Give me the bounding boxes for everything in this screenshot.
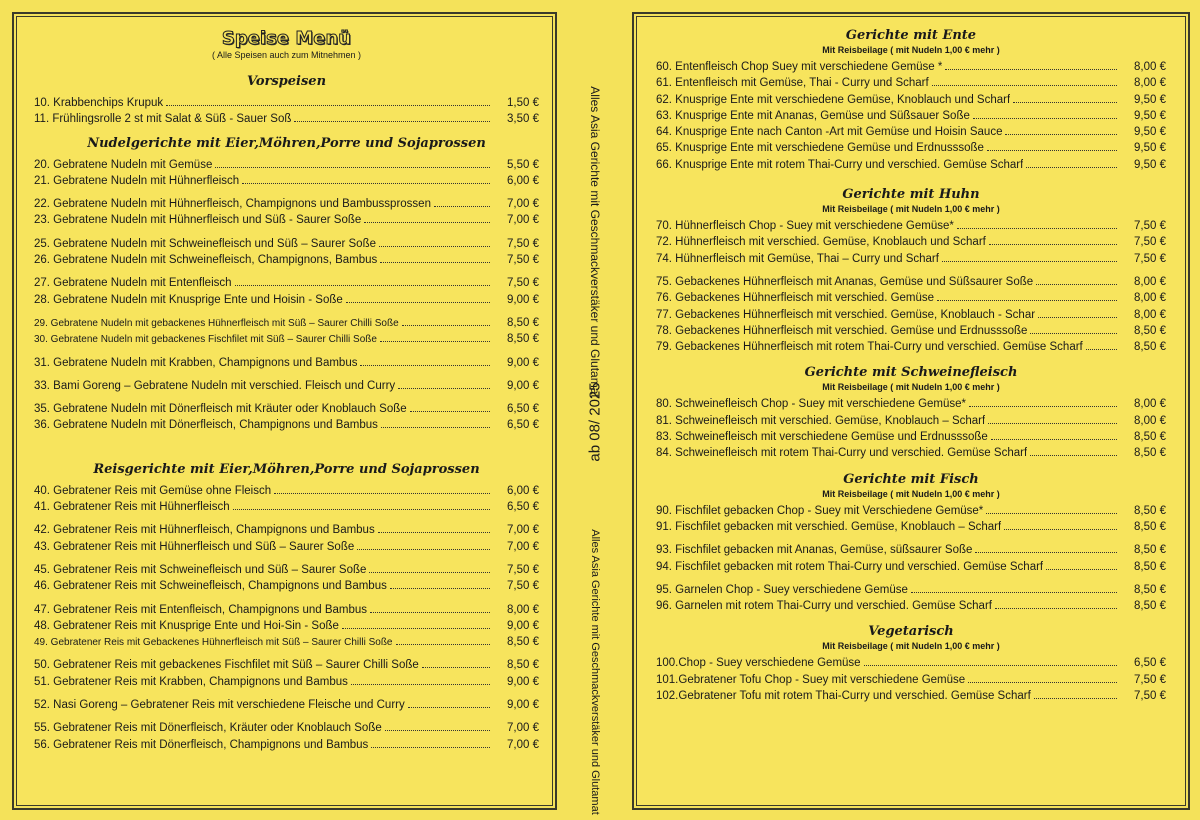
- menu-section-vorspeisen: [34, 74, 539, 128]
- dot-leader: [434, 196, 490, 207]
- dot-leader: [1004, 519, 1117, 530]
- menu-item-name: 41. Gebratener Reis mit Hühnerfleisch: [34, 501, 230, 514]
- menu-item-name: 96. Garnelen mit rotem Thai-Curry und verschied. Gemüse Scharf: [656, 600, 992, 613]
- menu-item: [656, 655, 1166, 671]
- menu-item-price: 8,50 €: [1134, 324, 1166, 337]
- menu-section-gerichte-mit-schweinefleisch: [656, 365, 1166, 461]
- menu-item: [34, 737, 539, 753]
- menu-item: [656, 307, 1166, 323]
- dot-leader: [1005, 124, 1117, 135]
- menu-item: [34, 697, 539, 713]
- menu-item: [656, 542, 1166, 558]
- menu-item-price: 8,00 €: [1134, 308, 1166, 321]
- menu-item-price: 8,50 €: [1134, 504, 1166, 517]
- menu-item-name: 93. Fischfilet gebacken mit Ananas, Gemüse, süßsaurer Soße: [656, 544, 973, 557]
- dot-leader: [968, 672, 1117, 683]
- dot-leader: [986, 503, 1117, 514]
- menu-item-name: 81. Schweinefleisch mit verschied. Gemüse, Knoblauch – Scharf: [656, 414, 986, 427]
- menu-item-name: 77. Gebackenes Hühnerfleisch mit verschied. Gemüse, Knoblauch - Schar: [656, 308, 1036, 321]
- menu-item-price: 8,50 €: [1134, 544, 1166, 557]
- menu-item: [34, 111, 539, 127]
- section-subheading: Mit Reisbeilage ( mit Nudeln 1,00 € mehr ): [822, 382, 1000, 393]
- menu-item: [34, 315, 539, 331]
- dot-leader: [215, 157, 490, 168]
- section-heading: Vegetarisch: [868, 624, 954, 640]
- menu-item: [656, 323, 1166, 339]
- menu-item: [34, 212, 539, 228]
- dot-leader: [242, 173, 490, 184]
- menu-item-name: 75. Gebackenes Hühnerfleisch mit Ananas, Gemüse und Süßsaurer Soße: [656, 275, 1034, 288]
- dot-leader: [1036, 274, 1117, 285]
- dot-leader: [385, 720, 490, 731]
- menu-item-name: 101.Gebratener Tofu Chop - Suey mit verschiedene Gemüse: [656, 673, 966, 686]
- menu-item-name: 70. Hühnerfleisch Chop - Suey mit verschiedene Gemüse*: [656, 220, 954, 233]
- menu-section-nudelgerichte-mit-eier-m-hren-porre-und-sojaprossen: [34, 136, 539, 434]
- dot-leader: [973, 108, 1117, 119]
- menu-item-name: 23. Gebratene Nudeln mit Hühnerfleisch und Süß - Saurer Soße: [34, 214, 362, 227]
- dot-leader: [1026, 157, 1117, 168]
- menu-item-price: 8,50 €: [1134, 520, 1166, 533]
- dot-leader: [991, 429, 1117, 440]
- dot-leader: [235, 275, 490, 286]
- dot-leader: [911, 582, 1117, 593]
- menu-item: [656, 672, 1166, 688]
- dot-leader: [1013, 92, 1117, 103]
- menu-item-price: 9,00 €: [507, 379, 539, 392]
- dot-leader: [294, 111, 490, 122]
- section-heading: Vorspeisen: [246, 74, 327, 89]
- menu-item: [656, 339, 1166, 355]
- dot-leader: [396, 634, 491, 645]
- menu-item-name: 30. Gebratene Nudeln mit gebackenes Fischfilet mit Süß – Saurer Chilli Soße: [34, 334, 377, 346]
- section-heading: Nudelgerichte mit Eier,Möhren,Porre und Sojaprossen: [87, 135, 486, 151]
- dot-leader: [360, 355, 490, 366]
- menu-item-name: 74. Hühnerfleisch mit Gemüse, Thai – Curry und Scharf: [656, 252, 939, 265]
- menu-item: [34, 196, 539, 212]
- menu-fold-spine: [560, 12, 630, 815]
- menu-item-price: 6,50 €: [507, 501, 539, 514]
- menu-item-price: 7,50 €: [1134, 236, 1166, 249]
- menu-item-price: 6,00 €: [507, 174, 539, 187]
- dot-leader: [370, 602, 490, 613]
- dot-leader: [379, 236, 490, 247]
- menu-item-price: 9,50 €: [1134, 109, 1166, 122]
- menu-item-name: 90. Fischfilet gebacken Chop - Suey mit Verschiedene Gemüse*: [656, 504, 984, 517]
- dot-leader: [988, 413, 1117, 424]
- dot-leader: [1030, 323, 1117, 334]
- menu-item-name: 40. Gebratener Reis mit Gemüse ohne Fleisch: [34, 484, 272, 497]
- menu-item-name: 45. Gebratener Reis mit Schweinefleisch und Süß – Saurer Soße: [34, 563, 367, 576]
- menu-item-price: 7,50 €: [507, 254, 539, 267]
- menu-item-price: 8,00 €: [1134, 275, 1166, 288]
- menu-item-name: 28. Gebratene Nudeln mit Knusprige Ente und Hoisin - Soße: [34, 293, 343, 306]
- menu-item-name: 102.Gebratener Tofu mit rotem Thai-Curry und verschied. Gemüse Scharf: [656, 690, 1031, 703]
- menu-item-name: 56. Gebratener Reis mit Dönerfleisch, Champignons und Bambus: [34, 738, 369, 751]
- menu-item: [34, 720, 539, 736]
- menu-item: [34, 483, 539, 499]
- dot-leader: [369, 562, 490, 573]
- menu-item: [34, 236, 539, 252]
- menu-item-price: 6,50 €: [1134, 657, 1166, 670]
- dot-leader: [166, 95, 490, 106]
- menu-item-name: 94. Fischfilet gebacken mit rotem Thai-Curry und verschied. Gemüse Scharf: [656, 560, 1044, 573]
- menu-item: [34, 602, 539, 618]
- menu-item: [656, 140, 1166, 156]
- menu-item: [656, 519, 1166, 535]
- dot-leader: [975, 542, 1117, 553]
- menu-item-price: 8,00 €: [1134, 414, 1166, 427]
- menu-item: [656, 559, 1166, 575]
- menu-item: [34, 618, 539, 634]
- menu-item-name: 35. Gebratene Nudeln mit Dönerfleisch mit Kräuter oder Knoblauch Soße: [34, 403, 407, 416]
- menu-item-price: 9,50 €: [1134, 142, 1166, 155]
- menu-item: [656, 598, 1166, 614]
- dot-leader: [408, 697, 490, 708]
- menu-item-name: 55. Gebratener Reis mit Dönerfleisch, Kräuter oder Knoblauch Soße: [34, 722, 382, 735]
- dot-leader: [402, 315, 490, 326]
- dot-leader: [864, 655, 1117, 666]
- menu-item-price: 8,50 €: [1134, 341, 1166, 354]
- menu-item-price: 8,00 €: [507, 603, 539, 616]
- menu-page-left: [12, 12, 557, 810]
- section-heading: Gerichte mit Schweinefleisch: [804, 365, 1018, 381]
- menu-item-price: 8,00 €: [1134, 398, 1166, 411]
- spine-date: ab 08/ 2025: [586, 382, 604, 462]
- menu-item: [34, 378, 539, 394]
- menu-item-price: 7,00 €: [507, 198, 539, 211]
- dot-leader: [380, 331, 490, 342]
- menu-item: [656, 157, 1166, 173]
- menu-item-price: 6,50 €: [507, 419, 539, 432]
- menu-section-vegetarisch: [656, 624, 1166, 704]
- menu-item: [656, 396, 1166, 412]
- menu-item-name: 50. Gebratener Reis mit gebackenes Fischfilet mit Süß – Saurer Chilli Soße: [34, 659, 419, 672]
- menu-item: [656, 503, 1166, 519]
- menu-section-gerichte-mit-huhn: [656, 187, 1166, 355]
- menu-item: [656, 688, 1166, 704]
- menu-section-reisgerichte-mit-eier-m-hren-porre-und-sojaprossen: [34, 462, 539, 753]
- menu-item: [34, 292, 539, 308]
- menu-item-price: 7,50 €: [507, 237, 539, 250]
- dot-leader: [942, 251, 1117, 262]
- menu-item-price: 1,50 €: [507, 97, 539, 109]
- menu-item: [34, 539, 539, 555]
- menu-item: [656, 413, 1166, 429]
- menu-item-price: 7,50 €: [1134, 252, 1166, 265]
- dot-leader: [422, 657, 490, 668]
- spine-note-top: Alles Asia Gerichte mit Geschmackverstäker und Glutamat: [588, 86, 602, 398]
- section-heading: Reisgerichte mit Eier,Möhren,Porre und Sojaprossen: [93, 461, 480, 477]
- menu-item: [656, 274, 1166, 290]
- menu-item: [34, 95, 539, 111]
- section-heading: Gerichte mit Fisch: [843, 471, 979, 487]
- menu-item: [34, 499, 539, 515]
- menu-item-name: 42. Gebratener Reis mit Hühnerfleisch, Champignons und Bambus: [34, 524, 375, 537]
- menu-item-name: 46. Gebratener Reis mit Schweinefleisch, Champignons und Bambus: [34, 580, 387, 593]
- menu-item: [34, 634, 539, 650]
- menu-item-price: 7,50 €: [1134, 673, 1166, 686]
- dot-leader: [378, 522, 490, 533]
- dot-leader: [945, 59, 1117, 70]
- menu-item: [34, 401, 539, 417]
- menu-item: [34, 331, 539, 347]
- menu-item-price: 6,50 €: [507, 403, 539, 416]
- menu-item-price: 8,50 €: [507, 316, 539, 329]
- menu-item: [656, 218, 1166, 234]
- menu-item: [34, 417, 539, 433]
- menu-item: [34, 657, 539, 673]
- right-menu-content: [656, 14, 1166, 704]
- menu-page-right: [632, 12, 1190, 810]
- dot-leader: [371, 737, 490, 748]
- menu-item: [34, 252, 539, 268]
- dot-leader: [969, 396, 1117, 407]
- menu-item-name: 48. Gebratener Reis mit Knusprige Ente und Hoi-Sin - Soße: [34, 619, 339, 632]
- menu-item-name: 64. Knusprige Ente nach Canton -Art mit Gemüse und Hoisin Sauce: [656, 126, 1003, 139]
- menu-item-price: 8,50 €: [507, 636, 539, 649]
- menu-item-name: 78. Gebackenes Hühnerfleisch mit verschied. Gemüse und Erdnusssoße: [656, 324, 1028, 337]
- menu-item: [656, 290, 1166, 306]
- menu-item-price: 8,00 €: [1134, 61, 1166, 73]
- menu-item-name: 79. Gebackenes Hühnerfleisch mit rotem Thai-Curry und verschied. Gemüse Scharf: [656, 341, 1083, 354]
- menu-item-price: 9,50 €: [1134, 126, 1166, 139]
- menu-item-name: 47. Gebratener Reis mit Entenfleisch, Champignons und Bambus: [34, 603, 368, 616]
- section-subheading: Mit Reisbeilage ( mit Nudeln 1,00 € mehr ): [822, 204, 1000, 215]
- dot-leader: [1030, 445, 1117, 456]
- menu-item: [34, 355, 539, 371]
- menu-title: Speise Menü: [221, 28, 352, 49]
- menu-item: [656, 582, 1166, 598]
- menu-item-price: 8,50 €: [507, 659, 539, 672]
- menu-item-name: 83. Schweinefleisch mit verschiedene Gemüse und Erdnusssoße: [656, 431, 988, 444]
- dot-leader: [274, 483, 490, 494]
- menu-item-name: 29. Gebratene Nudeln mit gebackenes Hühnerfleisch mit Süß – Saurer Chilli Soße: [34, 317, 399, 329]
- menu-item-name: 95. Garnelen Chop - Suey verschiedene Gemüse: [656, 583, 908, 596]
- menu-item-price: 6,00 €: [507, 484, 539, 497]
- dot-leader: [995, 598, 1117, 609]
- menu-item: [656, 59, 1166, 75]
- menu-item-price: 8,50 €: [1134, 560, 1166, 573]
- menu-item: [656, 124, 1166, 140]
- menu-item-price: 7,50 €: [507, 580, 539, 593]
- dot-leader: [390, 578, 490, 589]
- menu-item-name: 72. Hühnerfleisch mit verschied. Gemüse, Knoblauch und Scharf: [656, 236, 986, 249]
- dot-leader: [357, 539, 490, 550]
- menu-item-price: 8,50 €: [1134, 431, 1166, 444]
- menu-item-price: 8,50 €: [1134, 583, 1166, 596]
- menu-item-name: 20. Gebratene Nudeln mit Gemüse: [34, 158, 213, 171]
- menu-item-price: 7,00 €: [507, 738, 539, 751]
- menu-item-price: 7,00 €: [507, 214, 539, 227]
- menu-item: [656, 75, 1166, 91]
- menu-item-name: 36. Gebratene Nudeln mit Dönerfleisch, Champignons und Bambus: [34, 419, 378, 432]
- menu-item-name: 26. Gebratene Nudeln mit Schweinefleisch, Champignons, Bambus: [34, 254, 378, 267]
- dot-leader: [932, 75, 1117, 86]
- menu-item: [656, 108, 1166, 124]
- spine-note-bottom: Alles Asia Gerichte mit Geschmackverstäker und Glutamat: [589, 529, 601, 815]
- menu-item-price: 7,50 €: [1134, 220, 1166, 233]
- menu-item-price: 7,50 €: [507, 277, 539, 290]
- dot-leader: [398, 378, 490, 389]
- menu-item-name: 65. Knusprige Ente mit verschiedene Gemüse und Erdnusssoße: [656, 142, 984, 155]
- menu-item: [656, 429, 1166, 445]
- menu-item: [34, 157, 539, 173]
- menu-item: [34, 578, 539, 594]
- menu-item: [656, 92, 1166, 108]
- dot-leader: [989, 234, 1117, 245]
- menu-item-name: 25. Gebratene Nudeln mit Schweinefleisch und Süß – Saurer Soße: [34, 237, 376, 250]
- menu-item: [656, 445, 1166, 461]
- dot-leader: [410, 401, 490, 412]
- menu-item: [34, 562, 539, 578]
- dot-leader: [346, 292, 490, 303]
- menu-item-name: 43. Gebratener Reis mit Hühnerfleisch und Süß – Saurer Soße: [34, 540, 355, 553]
- menu-item-name: 80. Schweinefleisch Chop - Suey mit verschiedene Gemüse*: [656, 398, 967, 411]
- menu-item-name: 10. Krabbenchips Krupuk: [34, 97, 164, 109]
- menu-item-price: 7,50 €: [1134, 690, 1166, 703]
- dot-leader: [1034, 688, 1117, 699]
- menu-item-price: 7,50 €: [507, 563, 539, 576]
- menu-item-price: 8,50 €: [1134, 447, 1166, 460]
- menu-item-name: 33. Bami Goreng – Gebratene Nudeln mit verschied. Fleisch und Curry: [34, 379, 396, 392]
- menu-item: [656, 234, 1166, 250]
- menu-item-name: 66. Knusprige Ente mit rotem Thai-Curry und verschied. Gemüse Scharf: [656, 158, 1024, 171]
- menu-item-name: 52. Nasi Goreng – Gebratener Reis mit verschiedene Fleische und Curry: [34, 699, 405, 712]
- section-subheading: Mit Reisbeilage ( mit Nudeln 1,00 € mehr ): [822, 45, 1000, 55]
- dot-leader: [937, 290, 1117, 301]
- menu-item: [34, 674, 539, 690]
- dot-leader: [1086, 339, 1117, 350]
- menu-item-price: 9,00 €: [507, 619, 539, 632]
- dot-leader: [351, 674, 490, 685]
- menu-item-name: 22. Gebratene Nudeln mit Hühnerfleisch, Champignons und Bambussprossen: [34, 198, 431, 211]
- menu-item-price: 9,50 €: [1134, 158, 1166, 171]
- menu-item: [656, 251, 1166, 267]
- section-subheading: Mit Reisbeilage ( mit Nudeln 1,00 € mehr ): [822, 488, 1000, 499]
- dot-leader: [987, 140, 1117, 151]
- menu-item-price: 8,50 €: [1134, 600, 1166, 613]
- menu-item: [34, 173, 539, 189]
- dot-leader: [1038, 307, 1117, 318]
- menu-item-name: 100.Chop - Suey verschiedene Gemüse: [656, 657, 861, 670]
- menu-item-price: 8,00 €: [1134, 77, 1166, 90]
- menu-item-name: 62. Knusprige Ente mit verschiedene Gemüse, Knoblauch und Scharf: [656, 93, 1011, 106]
- menu-item-price: 3,50 €: [507, 113, 539, 126]
- menu-item-name: 91. Fischfilet gebacken mit verschied. Gemüse, Knoblauch – Scharf: [656, 520, 1002, 533]
- dot-leader: [381, 417, 490, 428]
- menu-item-price: 8,00 €: [1134, 292, 1166, 305]
- dot-leader: [342, 618, 490, 629]
- section-subheading: Mit Reisbeilage ( mit Nudeln 1,00 € mehr ): [822, 641, 1000, 652]
- menu-section-gerichte-mit-ente: [656, 28, 1166, 173]
- menu-item-price: 7,00 €: [507, 722, 539, 735]
- menu-item-name: 60. Entenfleisch Chop Suey mit verschiedene Gemüse *: [656, 61, 943, 73]
- menu-item-name: 63. Knusprige Ente mit Ananas, Gemüse und Süßsauer Soße: [656, 109, 970, 122]
- menu-item-price: 5,50 €: [507, 158, 539, 171]
- menu-item-name: 76. Gebackenes Hühnerfleisch mit verschied. Gemüse: [656, 292, 935, 305]
- menu-item-name: 84. Schweinefleisch mit rotem Thai-Curry und verschied. Gemüse Scharf: [656, 447, 1028, 460]
- dot-leader: [233, 499, 490, 510]
- menu-item-name: 61. Entenfleisch mit Gemüse, Thai - Curry und Scharf: [656, 77, 929, 90]
- dot-leader: [957, 218, 1117, 229]
- menu-item-price: 9,00 €: [507, 356, 539, 369]
- menu-item-name: 51. Gebratener Reis mit Krabben, Champignons und Bambus: [34, 675, 348, 688]
- menu-item-price: 7,00 €: [507, 540, 539, 553]
- dot-leader: [380, 252, 490, 263]
- menu-item-price: 9,00 €: [507, 293, 539, 306]
- menu-item-price: 9,50 €: [1134, 93, 1166, 106]
- menu-section-gerichte-mit-fisch: [656, 472, 1166, 615]
- section-heading: Gerichte mit Huhn: [842, 187, 980, 203]
- menu-item: [34, 275, 539, 291]
- menu-item-name: 31. Gebratene Nudeln mit Krabben, Champignons und Bambus: [34, 356, 358, 369]
- left-menu-content: [34, 14, 539, 753]
- menu-item-name: 11. Frühlingsrolle 2 st mit Salat & Süß - Sauer Soß: [34, 113, 292, 126]
- dot-leader: [364, 212, 490, 223]
- menu-subtitle: ( Alle Speisen auch zum Mitnehmen ): [211, 50, 362, 60]
- menu-item-name: 21. Gebratene Nudeln mit Hühnerfleisch: [34, 174, 240, 187]
- menu-item-price: 9,00 €: [507, 699, 539, 712]
- dot-leader: [1046, 559, 1117, 570]
- section-heading: Gerichte mit Ente: [845, 28, 977, 43]
- menu-item-price: 7,00 €: [507, 524, 539, 537]
- menu-item-price: 8,50 €: [507, 333, 539, 346]
- menu-item-name: 27. Gebratene Nudeln mit Entenfleisch: [34, 277, 232, 290]
- menu-item: [34, 522, 539, 538]
- menu-item-name: 49. Gebratener Reis mit Gebackenes Hühnerfleisch mit Süß – Saurer Chilli Soße: [34, 637, 393, 649]
- menu-item-price: 9,00 €: [507, 675, 539, 688]
